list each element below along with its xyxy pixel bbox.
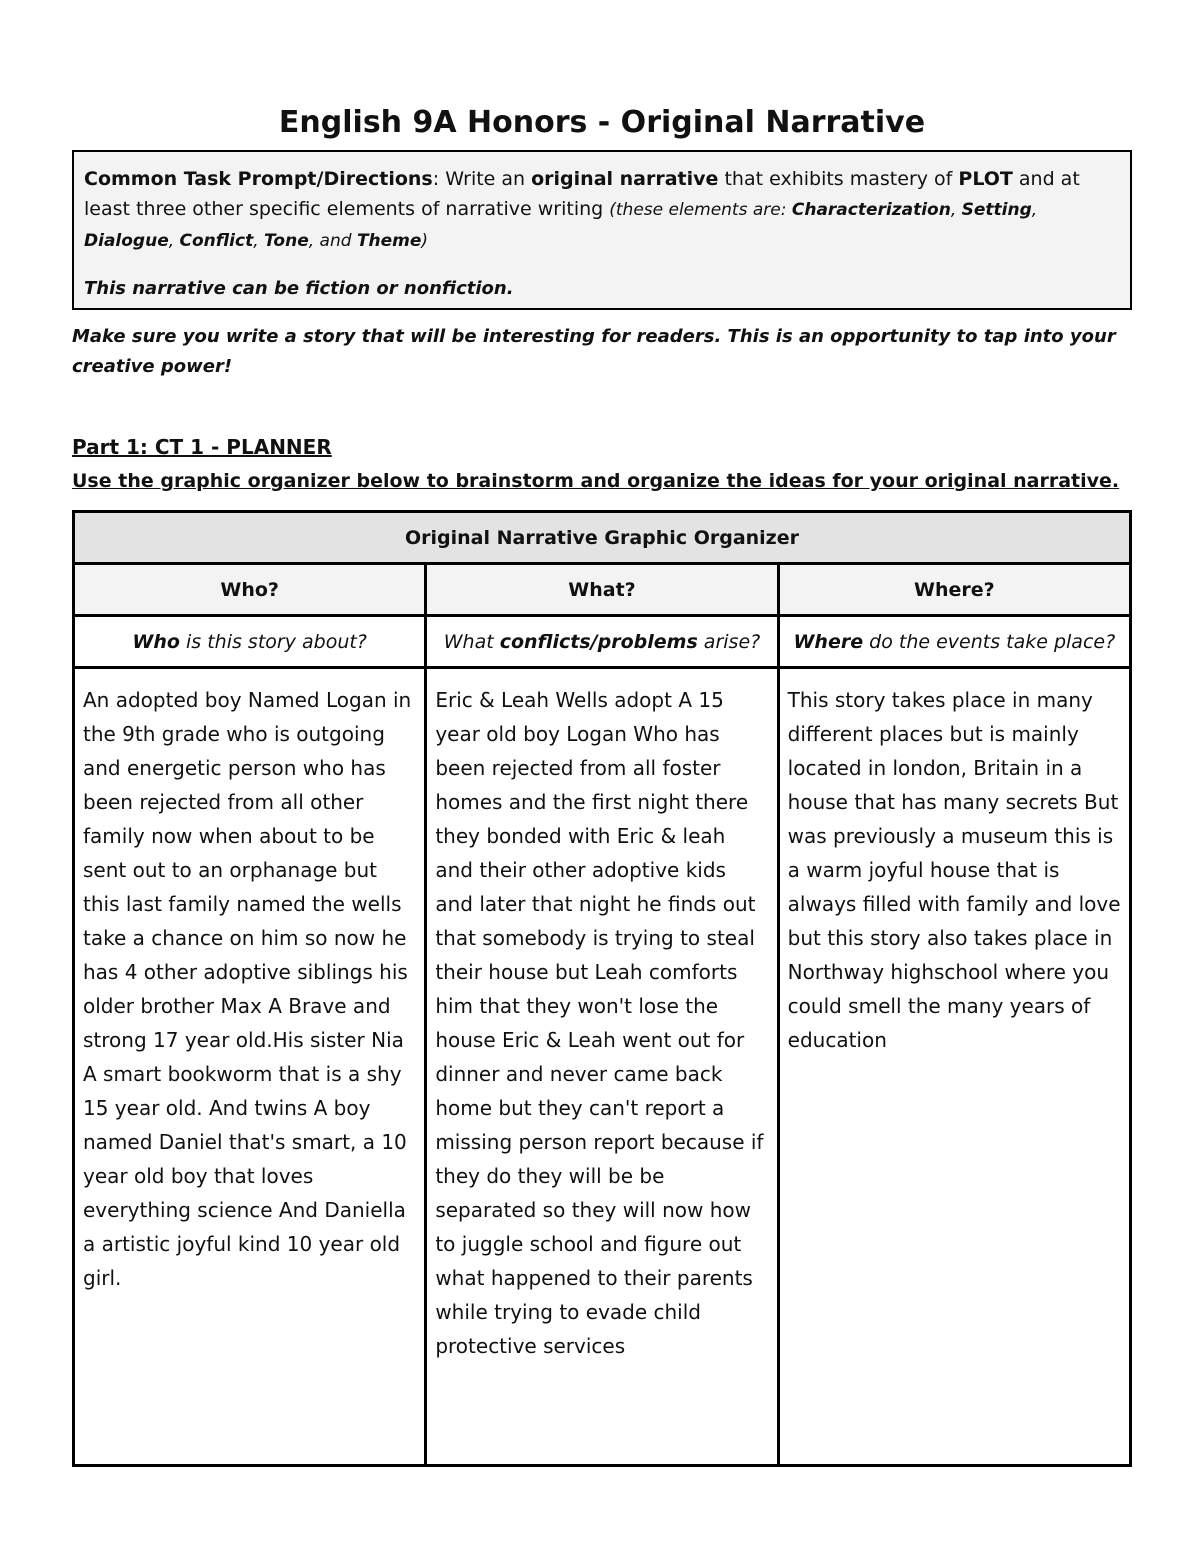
document-title: English 9A Honors - Original Narrative bbox=[278, 105, 926, 140]
elements-open: (these elements are: bbox=[609, 200, 792, 220]
sep-4: , bbox=[253, 231, 265, 251]
element-characterization: Characterization bbox=[791, 200, 951, 220]
question-where bbox=[778, 616, 1130, 668]
part-instruction: Use the graphic organizer below to brainstorm and organize the ideas for your original narrative. bbox=[72, 470, 1120, 492]
question-who-bold: Who bbox=[132, 630, 180, 653]
graphic-organizer-table bbox=[72, 510, 1132, 1467]
sep-1: , bbox=[950, 200, 962, 220]
question-who-post: is this story about? bbox=[179, 630, 367, 653]
prompt-colon: : bbox=[432, 168, 440, 190]
elements-close: ) bbox=[421, 231, 429, 251]
question-what bbox=[426, 616, 778, 668]
sep-2: , bbox=[1031, 200, 1038, 220]
element-setting: Setting bbox=[961, 200, 1032, 220]
make-sure-note: Make sure you write a story that will be interesting for readers. This is an opportunity to tap into your creative power! bbox=[72, 326, 1116, 377]
answer-what[interactable]: Eric & Leah Wells adopt A 15 year old boy Logan Who has been rejected from all foster homes and the first night there they bonded with Eric & leah and their other adoptive kids and later that night he finds out that somebody is trying to steal their house but Leah comforts him that they won't lose the house Eric & Leah went out for dinner and never came back home but they can't report a missing person report because if they do they will be be separated so they will now how to juggle school and figure out what happened to their parents while trying to evade child protective services bbox=[426, 668, 778, 1466]
question-who bbox=[74, 616, 426, 668]
prompt-text-1: Write an bbox=[439, 168, 532, 190]
element-tone: Tone bbox=[264, 231, 309, 251]
element-theme: Theme bbox=[356, 231, 422, 251]
column-header-who: Who? bbox=[74, 564, 426, 616]
question-where-post: do the events take place? bbox=[863, 630, 1116, 653]
part-heading: Part 1: CT 1 - PLANNER bbox=[72, 435, 332, 459]
question-where-bold: Where bbox=[793, 630, 864, 653]
column-header-what: What? bbox=[426, 564, 778, 616]
question-what-pre: What bbox=[443, 630, 500, 653]
sep-3: , bbox=[168, 231, 180, 251]
question-what-bold: conflicts/problems bbox=[499, 630, 698, 653]
prompt-bold-original-narrative: original narrative bbox=[531, 168, 719, 190]
prompt-bold-plot: PLOT bbox=[958, 168, 1013, 190]
document-page bbox=[72, 100, 1132, 1467]
question-what-post: arise? bbox=[697, 630, 761, 653]
sep-5: , and bbox=[308, 231, 357, 251]
element-dialogue: Dialogue bbox=[84, 231, 169, 251]
element-conflict: Conflict bbox=[179, 231, 254, 251]
column-header-where: Where? bbox=[778, 564, 1130, 616]
task-prompt-text bbox=[84, 164, 1120, 256]
prompt-label: Common Task Prompt/Directions bbox=[84, 168, 433, 190]
prompt-text-2: that exhibits mastery of bbox=[718, 168, 959, 190]
fiction-note: This narrative can be fiction or nonfiction. bbox=[84, 278, 514, 299]
answer-where[interactable]: This story takes place in many different places but is mainly located in london, Britain in a house that has many secrets But was previously a museum this is a warm joyful house that is always filled with family and love but this story also takes place in Northway highschool where you could smell the many years of education bbox=[778, 668, 1130, 1466]
task-prompt-box bbox=[72, 150, 1132, 310]
answer-who[interactable]: An adopted boy Named Logan in the 9th grade who is outgoing and energetic person who has been rejected from all other family now when about to be sent out to an orphanage but this last family named the wells take a chance on him so now he has 4 other adoptive siblings his older brother Max A Brave and strong 17 year old.His sister Nia A smart bookworm that is a shy 15 year old. And twins A boy named Daniel that's smart, a 10 year old boy that loves everything science And Daniella a artistic joyful kind 10 year old girl. bbox=[74, 668, 426, 1466]
organizer-title: Original Narrative Graphic Organizer bbox=[74, 512, 1131, 564]
prompt-text-3: and at least three other specific elements of narrative writing bbox=[84, 168, 1080, 220]
